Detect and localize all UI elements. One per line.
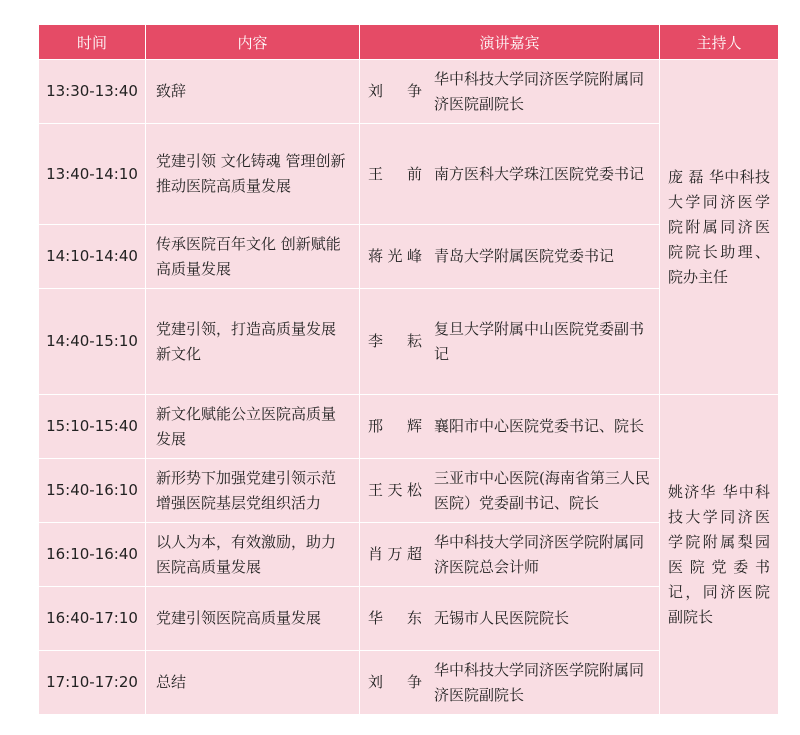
- content-cell: 以人为本，有效激励，助力医院高质量发展: [146, 523, 360, 587]
- speaker-title: 襄阳市中心医院党委书记、院长: [434, 417, 645, 435]
- speaker-name: 李 耘: [368, 332, 422, 350]
- content-cell: 党建引领，打造高质量发展新文化: [146, 289, 360, 395]
- content-cell: 党建引领 文化铸魂 管理创新推动医院高质量发展: [146, 124, 360, 225]
- speaker-name: 刘 争: [368, 673, 422, 691]
- speaker-title: 复旦大学附属中山医院党委副书记: [434, 319, 645, 363]
- content-cell: 党建引领医院高质量发展: [146, 587, 360, 651]
- time-cell: 15:40-16:10: [39, 459, 146, 523]
- speaker-cell: [360, 523, 660, 587]
- host-cell: 庞 磊 华中科技大学同济医学院附属同济医院院长助理、院办主任: [660, 60, 779, 395]
- speaker-cell: [360, 289, 660, 395]
- host-cell: 姚济华 华中科技大学同济医学院附属梨园医院党委书记，同济医院副院长: [660, 395, 779, 715]
- speaker-name: 邢 辉: [368, 417, 422, 435]
- content-cell: 总结: [146, 651, 360, 715]
- speaker-name: 华 东: [368, 609, 422, 627]
- speaker-title: 青岛大学附属医院党委书记: [434, 247, 615, 265]
- header-host: 主持人: [660, 25, 779, 60]
- content-cell: 传承医院百年文化 创新赋能高质量发展: [146, 225, 360, 289]
- speaker-cell: [360, 124, 660, 225]
- time-cell: 13:30-13:40: [39, 60, 146, 124]
- content-cell: 新文化赋能公立医院高质量发展: [146, 395, 360, 459]
- time-cell: 16:40-17:10: [39, 587, 146, 651]
- speaker-cell: [360, 651, 660, 715]
- time-cell: 16:10-16:40: [39, 523, 146, 587]
- speaker-name: 王天松: [368, 481, 422, 499]
- content-cell: 新形势下加强党建引领示范增强医院基层党组织活力: [146, 459, 360, 523]
- speaker-name: 刘 争: [368, 82, 422, 100]
- header-content: 内容: [146, 25, 360, 60]
- time-cell: 13:40-14:10: [39, 124, 146, 225]
- speaker-cell: [360, 225, 660, 289]
- speaker-name: 肖万超: [368, 545, 422, 563]
- speaker-cell: [360, 587, 660, 651]
- table-row: [39, 60, 779, 124]
- speaker-title: 三亚市中心医院(海南省第三人民医院）党委副书记、院长: [434, 468, 650, 512]
- speaker-title: 华中科技大学同济医学院附属同济医院副院长: [434, 69, 645, 113]
- header-row: [39, 25, 779, 60]
- content-cell: 致辞: [146, 60, 360, 124]
- speaker-title: 无锡市人民医院院长: [434, 609, 570, 627]
- header-time: 时间: [39, 25, 146, 60]
- header-speaker: 演讲嘉宾: [360, 25, 660, 60]
- time-cell: 15:10-15:40: [39, 395, 146, 459]
- time-cell: 17:10-17:20: [39, 651, 146, 715]
- speaker-title: 华中科技大学同济医学院附属同济医院副院长: [434, 660, 645, 704]
- speaker-cell: [360, 60, 660, 124]
- speaker-cell: [360, 459, 660, 523]
- speaker-title: 华中科技大学同济医学院附属同济医院总会计师: [434, 532, 645, 576]
- time-cell: 14:10-14:40: [39, 225, 146, 289]
- speaker-name: 王 前: [368, 164, 422, 183]
- speaker-cell: [360, 395, 660, 459]
- table-row: [39, 395, 779, 459]
- speaker-name: 蒋光峰: [368, 247, 422, 265]
- agenda-table: [38, 24, 779, 715]
- speaker-title: 南方医科大学珠江医院党委书记: [434, 164, 645, 183]
- time-cell: 14:40-15:10: [39, 289, 146, 395]
